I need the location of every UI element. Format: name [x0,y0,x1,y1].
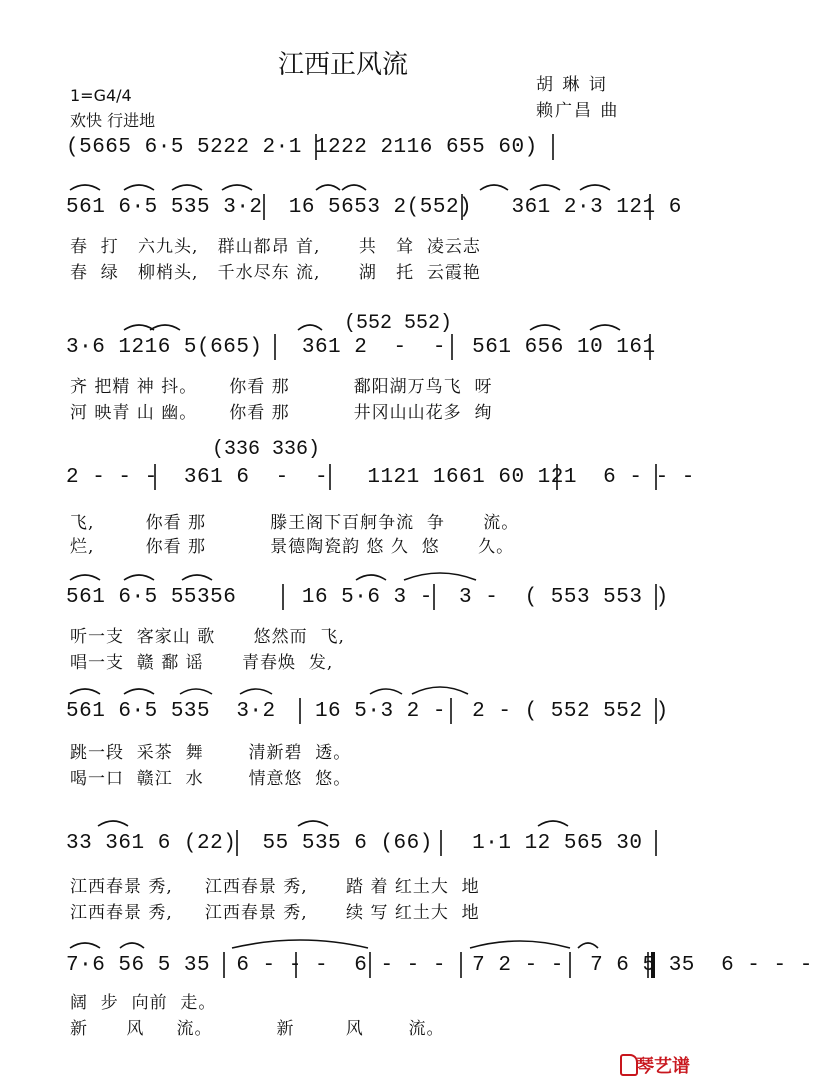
lyrics-verse2-row-5: 喝一口 赣江 水 情意悠 悠。 [70,769,352,789]
interlude-row-2: (552 552) [344,312,453,335]
title: 江西正风流 [278,50,409,80]
watermark: 琴艺谱 [636,1056,690,1077]
lyrics-verse1-row-6: 江西春景 秀, 江西春景 秀, 踏 着 红土大 地 [70,877,480,897]
staff-row-3 [66,466,695,496]
lyrics-verse1-row-3: 飞, 你看 那 滕王阁下百舸争流 争 流。 [70,513,520,533]
key-signature: 1=G4/4 [70,86,132,105]
staff-row-intro [66,136,666,166]
notes-text: 561 6·5 535 3·2 16 5653 2(552) 361 2·3 121 6 [66,196,682,219]
composer-credit: 赖广昌 曲 [536,101,620,121]
lyrics-verse2-row-2: 河 映青 山 幽。 你看 那 井冈山山花多 绚 [70,403,493,423]
notes-text: 561 6·5 535 3·2 16 5·3 2 - 2 - ( 552 552 ) [66,700,669,723]
lyrics-verse2-row-6: 江西春景 秀, 江西春景 秀, 续 写 红土大 地 [70,903,480,923]
staff-row-7 [66,954,813,984]
lyrics-verse2-row-7: 新 风 流。 新 风 流。 [70,1019,445,1039]
tempo-marking: 欢快 行进地 [70,111,156,130]
staff-row-6 [66,832,666,862]
lyricist-credit: 胡 琳 词 [536,75,608,95]
staff-row-5 [66,700,669,730]
lyrics-verse1-row-5: 跳一段 采茶 舞 清新碧 透。 [70,743,352,763]
notes-text: (5665 6·5 5222 2·1 1222 2116 655 60) [66,136,538,159]
notes-text: 2 - - - 361 6 - - 1121 1661 60 121 6 - - - [66,466,695,489]
notes-text: 7·6 56 5 35 6 - - - 6 - - - 7 2 - - 7 6 5 35 6 - - - [66,954,813,977]
notes-text: 3·6 1216 5(665) 361 2 - - 561 656 10 161 [66,336,656,359]
lyrics-verse1-row-1: 春 打 六九头, 群山都昂 首, 共 耸 凌云志 [70,237,481,257]
notes-text: 561 6·5 55356 16 5·6 3 - 3 - ( 553 553 ) [66,586,669,609]
lyrics-verse1-row-7: 阔 步 向前 走。 [70,993,217,1013]
lyrics-verse1-row-2: 齐 把精 神 抖。 你看 那 鄱阳湖万鸟飞 呀 [70,377,493,397]
staff-row-4 [66,586,669,616]
staff-row-1 [66,196,682,226]
notes-text: 33 361 6 (22) 55 535 6 (66) 1·1 12 565 30 [66,832,643,855]
lyrics-verse2-row-3: 烂, 你看 那 景德陶瓷韵 悠 久 悠 久。 [70,537,515,557]
lyrics-verse2-row-1: 春 绿 柳梢头, 千水尽东 流, 湖 托 云霞艳 [70,263,481,283]
interlude-row-3: (336 336) [212,438,321,461]
staff-row-2 [66,336,666,366]
lyrics-verse2-row-4: 唱一支 赣 鄱 谣 青春焕 发, [70,653,334,673]
lyrics-verse1-row-4: 听一支 客家山 歌 悠然而 飞, [70,627,345,647]
